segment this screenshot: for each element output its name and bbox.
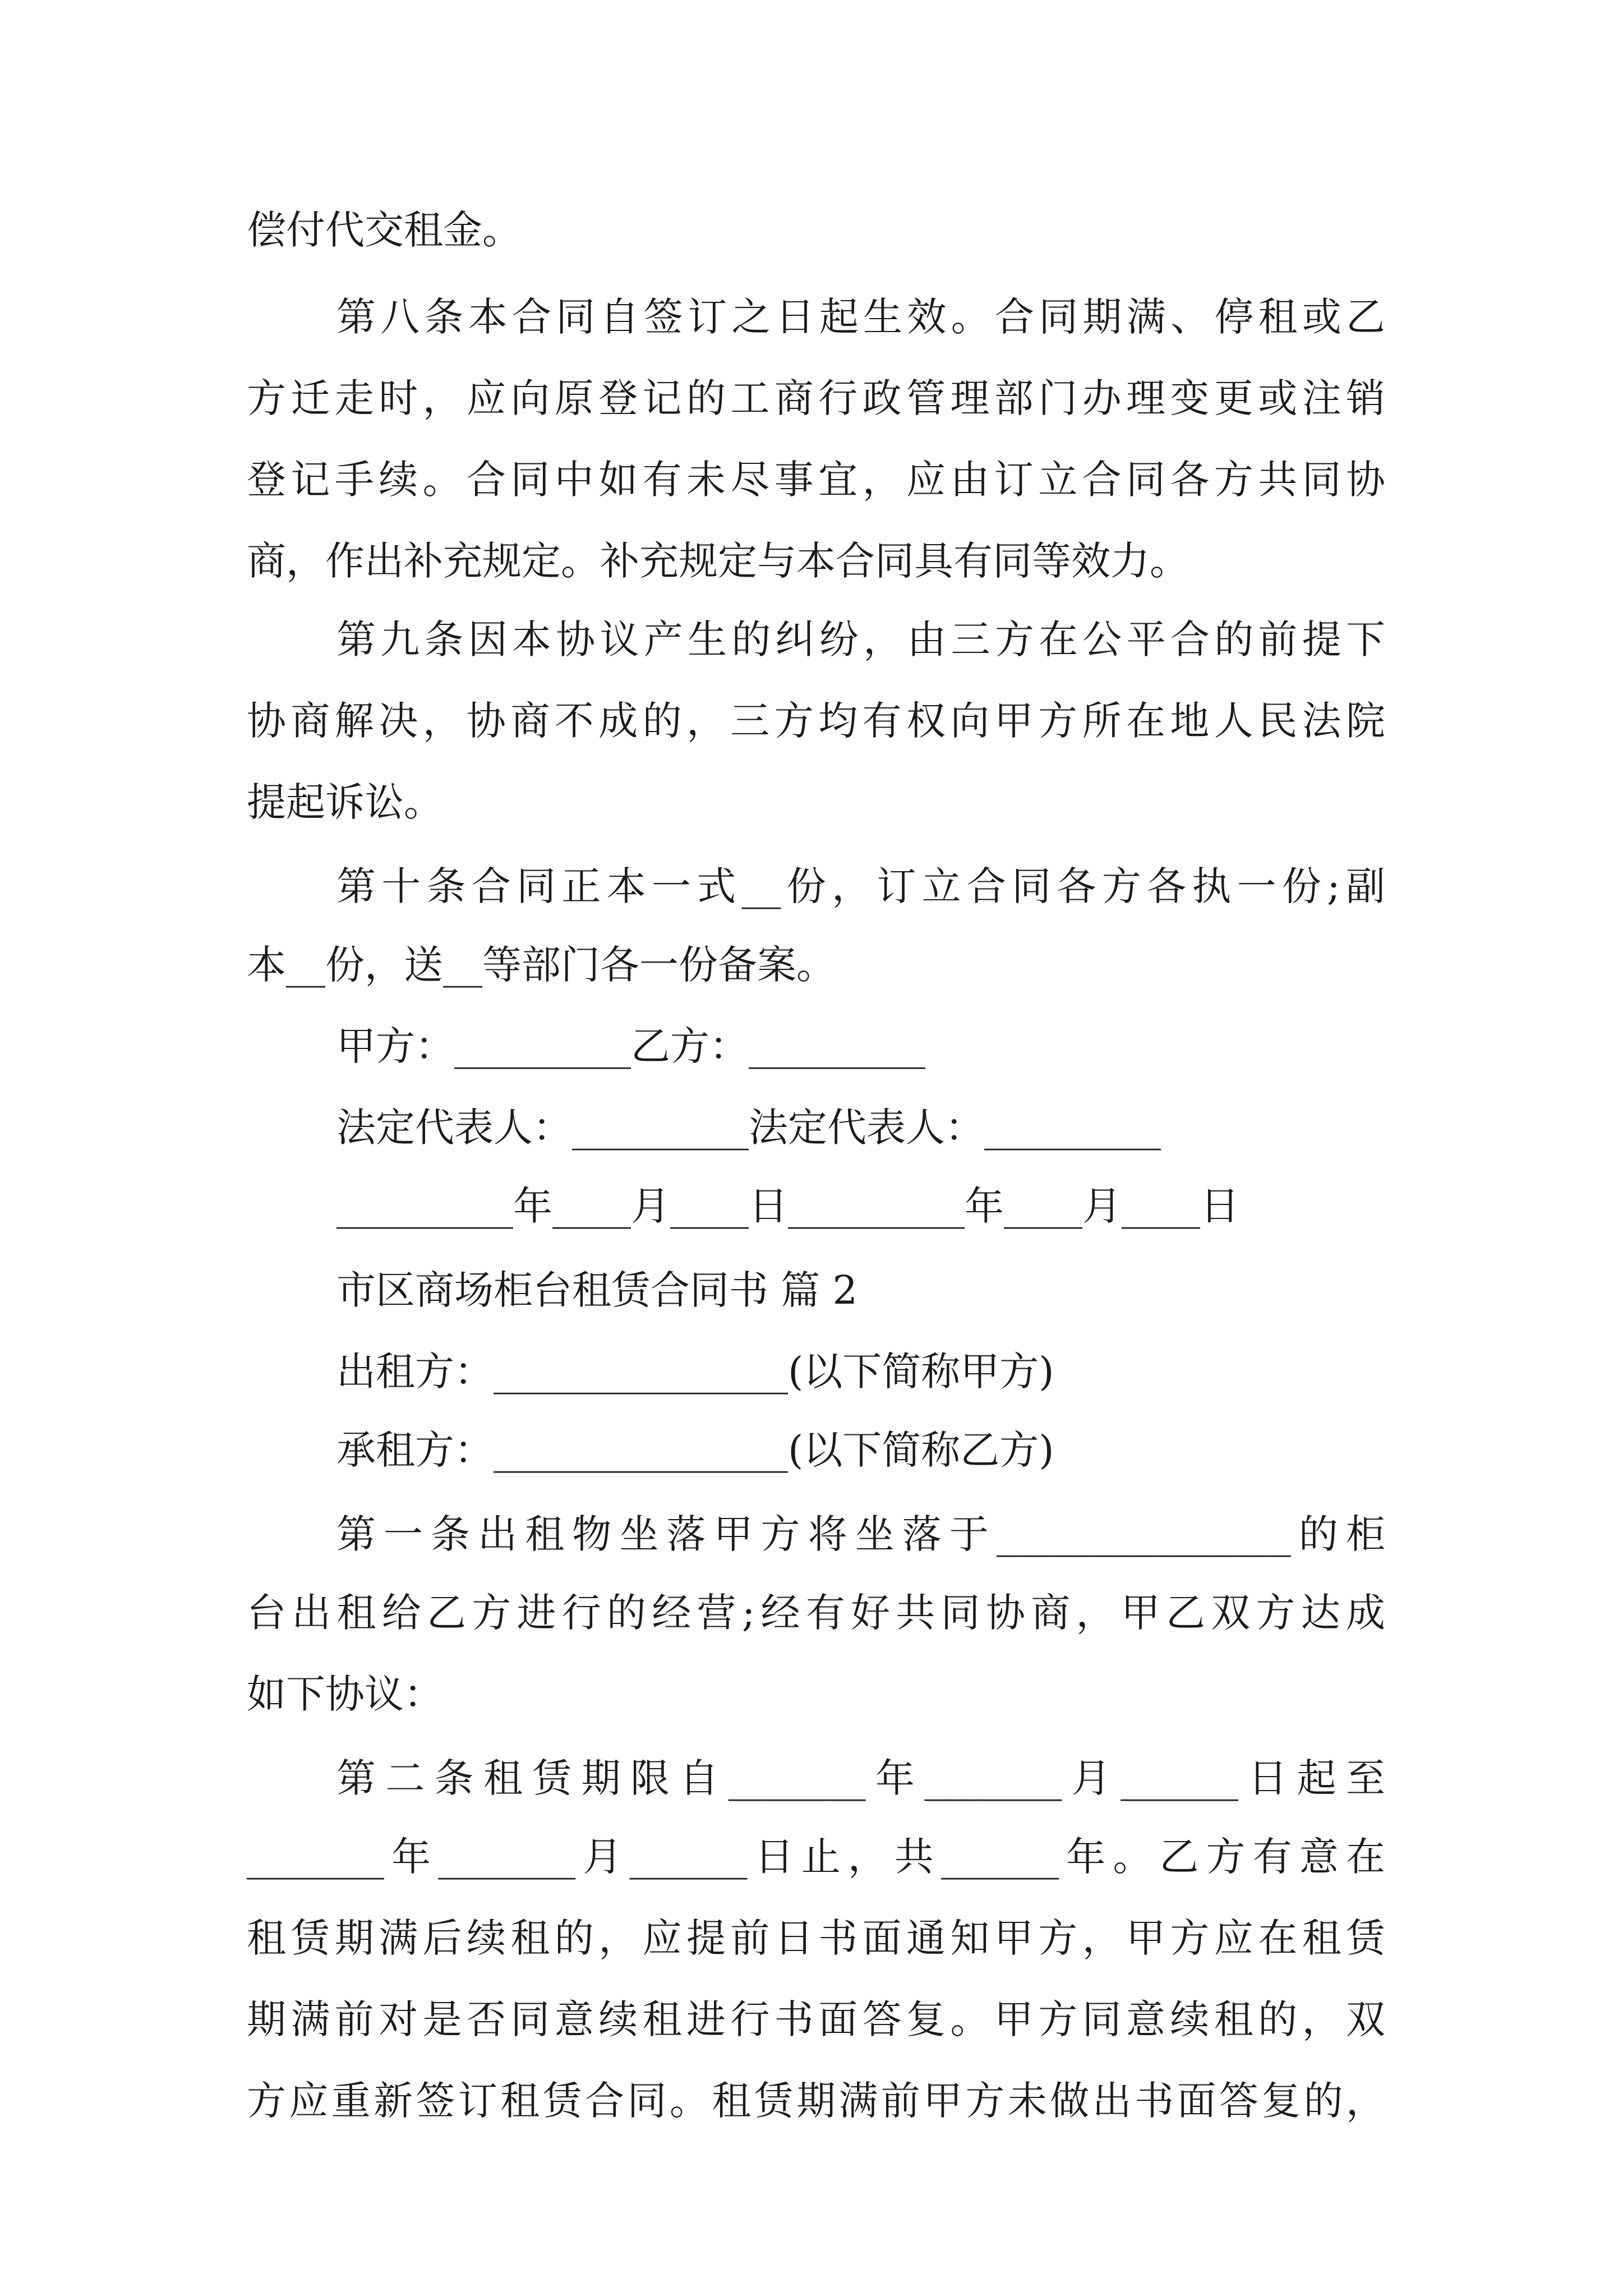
text-line: 提起诉讼。 (247, 779, 443, 825)
text-line: 第九条因本协议产生的纠纷，由三方在公平合的前提下 (336, 616, 1385, 662)
text-line: 第八条本合同自签订之日起生效。合同期满、停租或乙 (336, 294, 1385, 340)
signature-line: 甲方：_________乙方：_________ (336, 1023, 925, 1069)
text-line: _______年_______月______日止，共______年。乙方有意在 (247, 1834, 1385, 1880)
text-line: 第二条租赁期限自_______年_______月______日起至 (336, 1755, 1385, 1801)
party-line: 出租方：_______________(以下简称甲方) (336, 1349, 1054, 1395)
text-line: 第一条出租物坐落甲方将坐落于_______________的柜 (336, 1511, 1385, 1557)
signature-line: 法定代表人：_________法定代表人：_________ (336, 1105, 1161, 1151)
section-title: 市区商场柜台租赁合同书 篇 2 (336, 1267, 858, 1313)
party-line: 承租方：_______________(以下简称乙方) (336, 1427, 1054, 1473)
date-line: _________年____月____日_________年____月____日 (336, 1183, 1239, 1229)
text-line: 本__份，送__等部门各一份备案。 (247, 942, 836, 988)
text-line: 第十条合同正本一式__份，订立合同各方各执一份;副 (336, 863, 1385, 909)
text-line: 偿付代交租金。 (247, 207, 522, 253)
text-line: 商，作出补充规定。补充规定与本合同具有同等效力。 (247, 538, 1189, 584)
text-line: 方迁走时，应向原登记的工商行政管理部门办理变更或注销 (247, 375, 1385, 421)
text-line: 租赁期满后续租的，应提前日书面通知甲方，甲方应在租赁 (247, 1915, 1385, 1961)
text-line: 方应重新签订租赁合同。租赁期满前甲方未做出书面答复的， (247, 2078, 1385, 2124)
text-line: 台出租给乙方进行的经营;经有好共同协商，甲乙双方达成 (247, 1590, 1385, 1636)
text-line: 期满前对是否同意续租进行书面答复。甲方同意续租的，双 (247, 1996, 1385, 2042)
text-line: 如下协议： (247, 1671, 443, 1717)
text-line: 登记手续。合同中如有未尽事宜，应由订立合同各方共同协 (247, 457, 1385, 503)
text-line: 协商解决，协商不成的，三方均有权向甲方所在地人民法院 (247, 698, 1385, 744)
